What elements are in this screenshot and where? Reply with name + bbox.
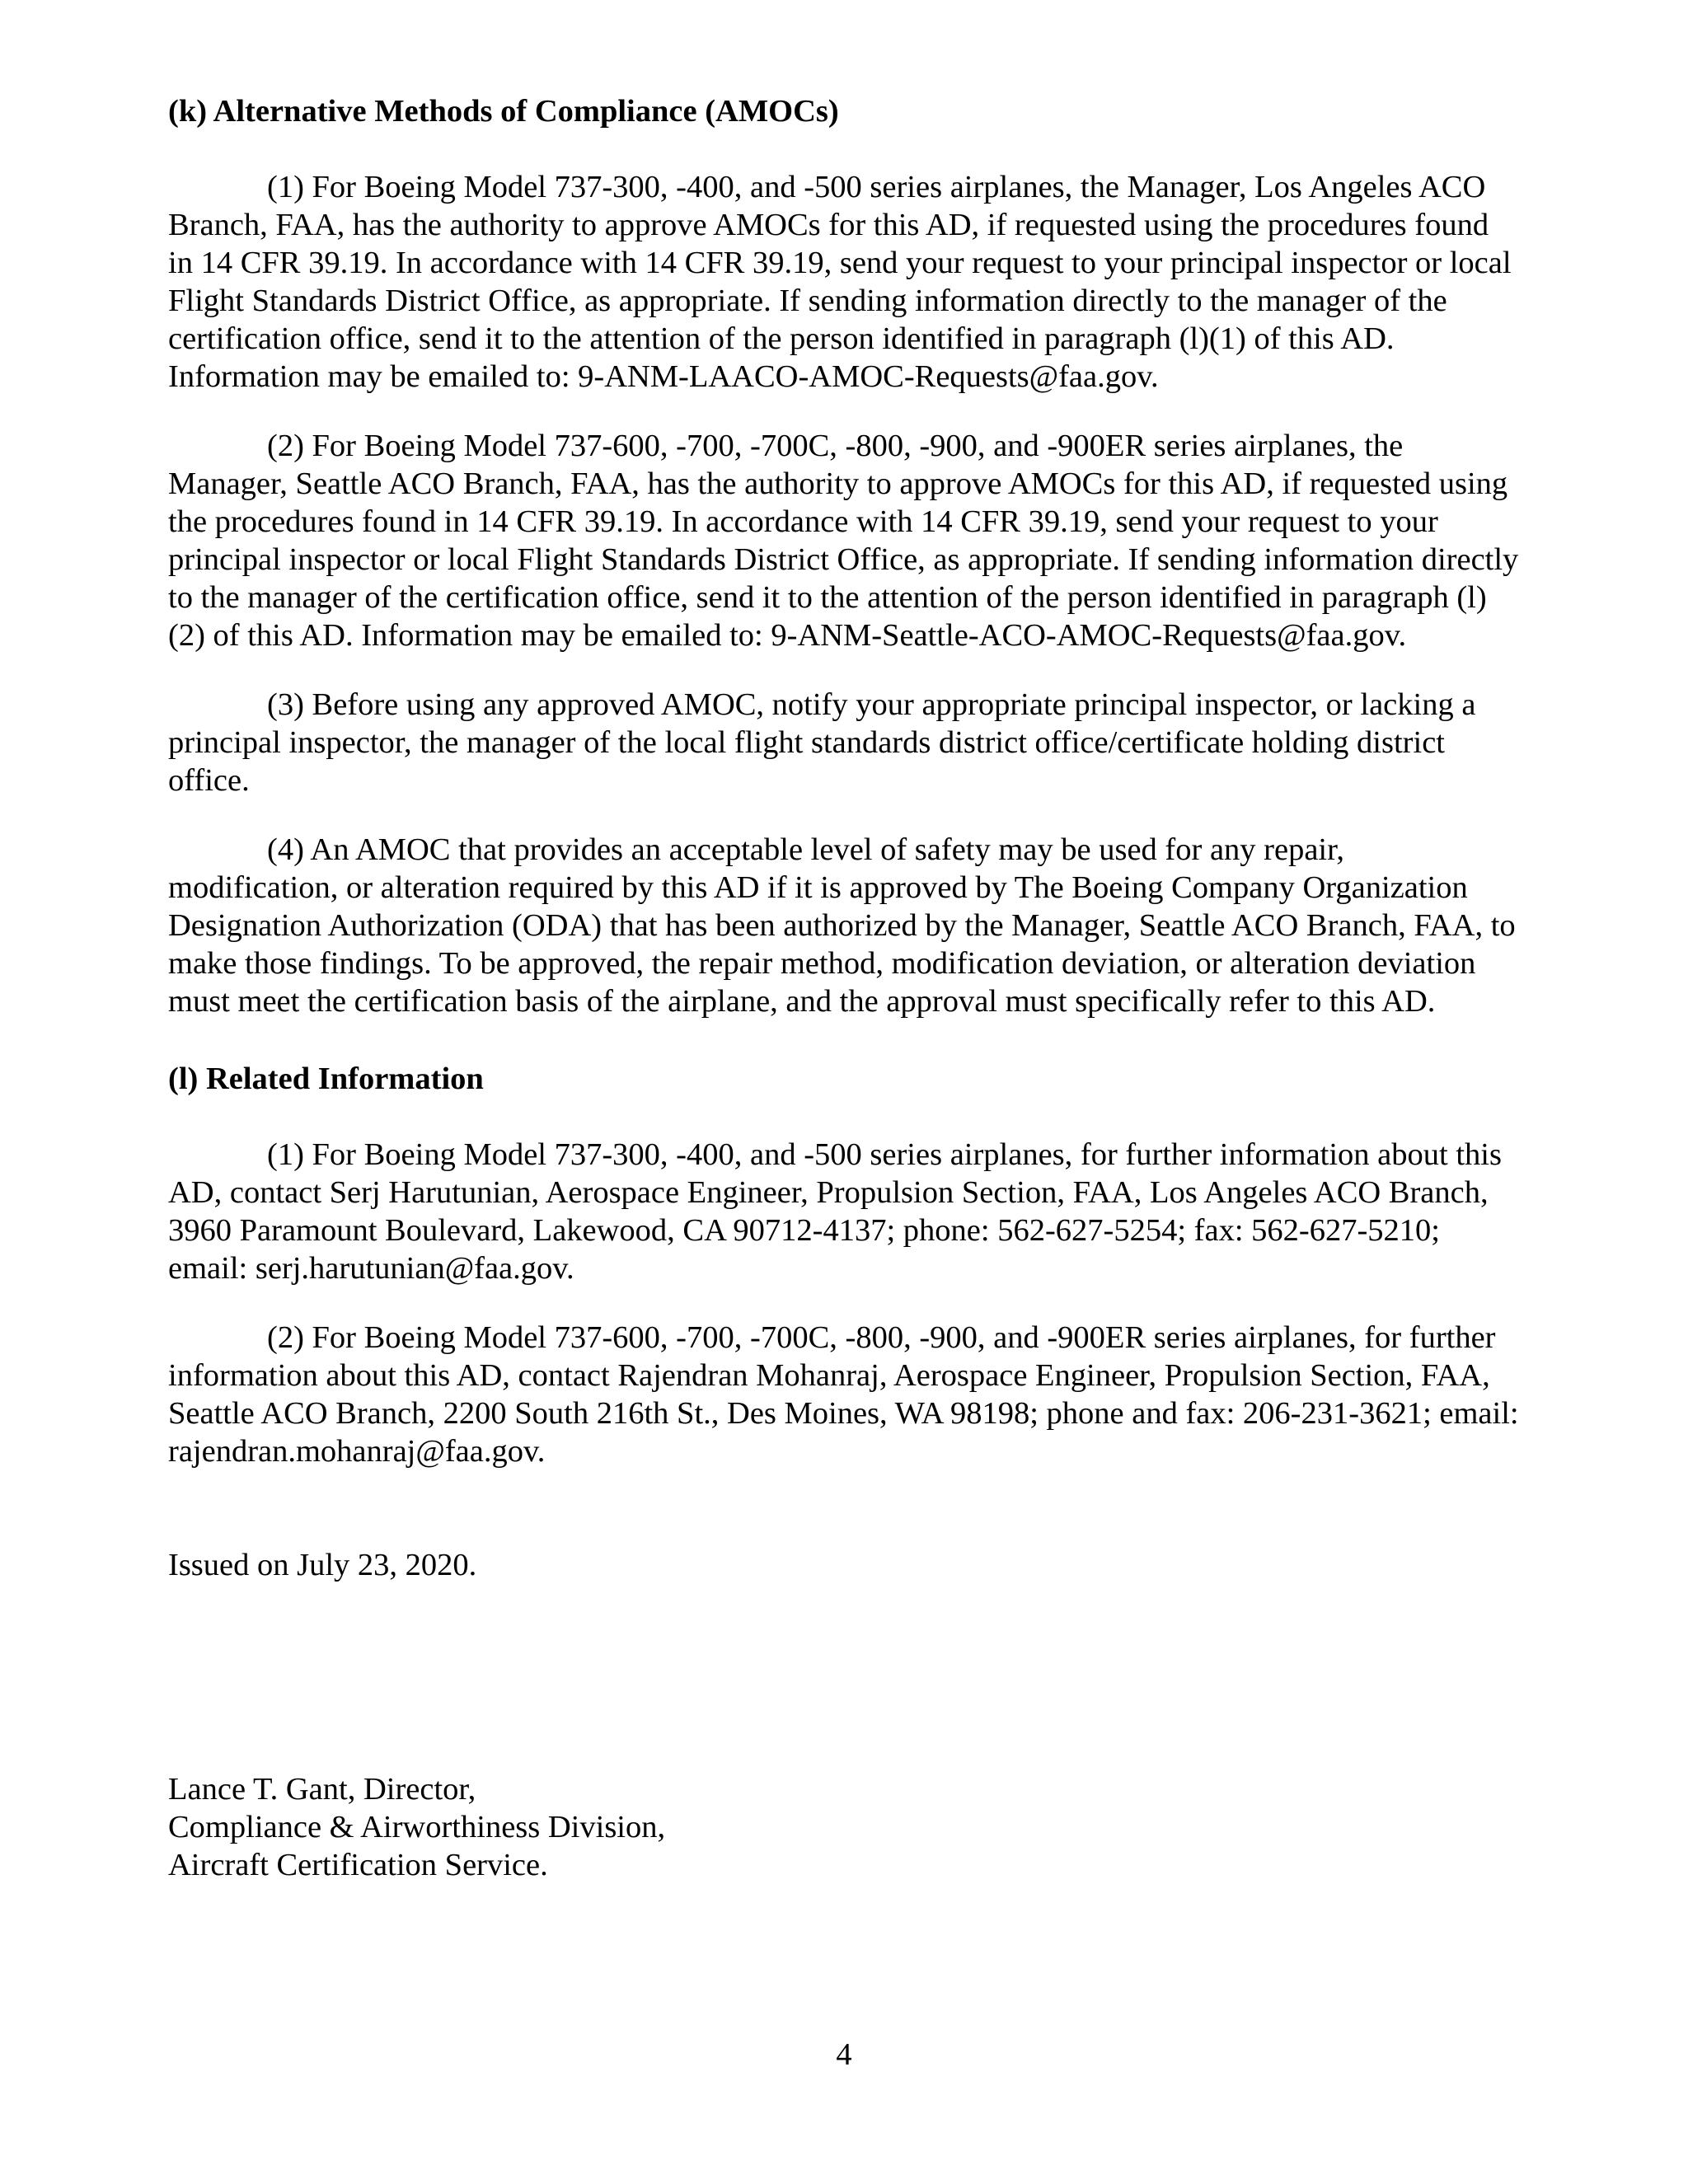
section-k-heading: (k) Alternative Methods of Compliance (AMOCs): [168, 94, 839, 129]
issued-date: Issued on July 23, 2020.: [168, 1548, 477, 1582]
signature-block: [168, 1770, 1520, 1884]
section-l-paragraph-2: (2) For Boeing Model 737-600, -700, -700C, -800, -900, and -900ER series airplanes, for further information about this AD, contact Rajendran Mohanraj, Aerospace Engineer, Propulsion Section, FAA, Seattle ACO Branch, 2200 South 216th St., Des Moines, WA 98198; phone and fax: 206-231-3621; email: rajendran.mohanraj@faa.gov.: [168, 1320, 1519, 1469]
section-k-paragraph-4: (4) An AMOC that provides an acceptable level of safety may be used for any repair, modification, or alteration required by this AD if it is approved by The Boeing Company Organization Designation Authorization (ODA) that has been authorized by the Manager, Seattle ACO Branch, FAA, to make those findings. To be approved, the repair method, modification deviation, or alteration deviation must meet the certification basis of the airplane, and the approval must specifically refer to this AD.: [168, 832, 1516, 1019]
document-body: [168, 92, 1520, 1884]
page-number: 4: [836, 2037, 852, 2072]
section-k-paragraph-1: (1) For Boeing Model 737-300, -400, and -500 series airplanes, the Manager, Los Angeles ACO Branch, FAA, has the authority to approve AMOCs for this AD, if requested using the procedures found in 14 CFR 39.19. In accordance with 14 CFR 39.19, send your request to your principal inspector or local Flight Standards District Office, as appropriate. If sending information directly to the manager of the certification office, send it to the attention of the person identified in paragraph (l)(1) of this AD. Information may be emailed to: 9-ANM-LAACO-AMOC-Requests@faa.gov.: [168, 170, 1512, 394]
section-l-heading: (l) Related Information: [168, 1062, 484, 1096]
signature-name-title: Lance T. Gant, Director,: [168, 1772, 476, 1807]
section-k-paragraph-2: (2) For Boeing Model 737-600, -700, -700C, -800, -900, and -900ER series airplanes, the Manager, Seattle ACO Branch, FAA, has the authority to approve AMOCs for this AD, if requested using the procedures found in 14 CFR 39.19. In accordance with 14 CFR 39.19, send your request to your principal inspector or local Flight Standards District Office, as appropriate. If sending information directly to the manager of the certification office, send it to the attention of the person identified in paragraph (l)(2) of this AD. Information may be emailed to: 9-ANM-Seattle-ACO-AMOC-Requests@faa.gov.: [168, 429, 1519, 653]
section-l-paragraph-1: (1) For Boeing Model 737-300, -400, and -500 series airplanes, for further information about this AD, contact Serj Harutunian, Aerospace Engineer, Propulsion Section, FAA, Los Angeles ACO Branch, 3960 Paramount Boulevard, Lakewood, CA 90712-4137; phone: 562-627-5254; fax: 562-627-5210; email: serj.harutunian@faa.gov.: [168, 1137, 1502, 1286]
signature-division: Compliance & Airworthiness Division,: [168, 1810, 666, 1844]
signature-service: Aircraft Certification Service.: [168, 1848, 548, 1882]
section-k-paragraph-3: (3) Before using any approved AMOC, notify your appropriate principal inspector, or lacking a principal inspector, the manager of the local flight standards district office/certificate holding district office.: [168, 687, 1476, 798]
